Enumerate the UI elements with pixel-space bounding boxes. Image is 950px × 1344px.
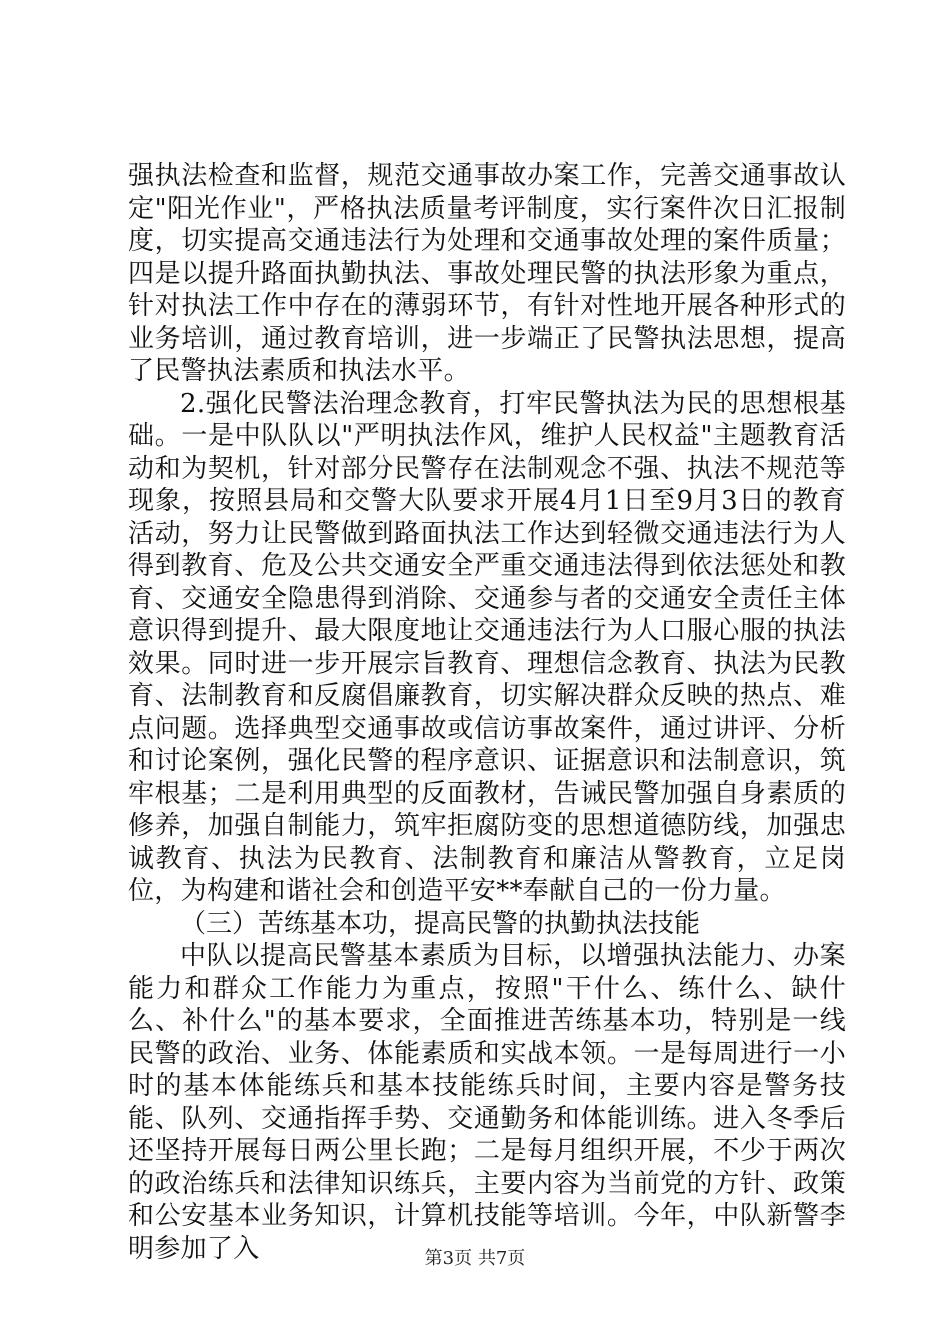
paragraph-enforcement-training: 强执法检查和监督，规范交通事故办案工作，完善交通事故认定"阳光作业"，严格执法质量考评制度，实行案件次日汇报制度，切实提高交通违法行为处理和交通事故处理的案件质量；四是以提升路面执勤执法、事故处理民警的执法形象为重点，针对执法工作中存在的薄弱环节，有针对性地开展各种形式的业务培训，通过教育培训，进一步端正了民警执法思想，提高了民警执法素质和执法水平。 bbox=[128, 161, 846, 386]
paragraph-basic-skills-training: 中队以提高民警基本素质为目标，以增强执法能力、办案能力和群众工作能力为重点，按照"干什么、练什么、缺什么、补什么"的基本要求，全面推进苦练基本功，特别是一线民警的政治、业务、体能素质和实战本领。一是每周进行一小时的基本体能练兵和基本技能练兵时间，主要内容是警务技能、队列、交通指挥手势、交通勤务和体能训练。进入冬季后还坚持开展每日两公里长跑；二是每月组织开展，不少于两次的政治练兵和法律知识练兵，主要内容为当前党的方针、政策和公安基本业务知识，计算机技能等培训。今年，中队新警李明参加了入 bbox=[128, 941, 846, 1264]
page-number-footer: 第3页 共7页 bbox=[424, 1248, 526, 1269]
document-body bbox=[128, 160, 846, 1265]
paragraph-rule-of-law-education: 2.强化民警法治理念教育，打牢民警执法为民的思想根基础。一是中队队以"严明执法作风，维护人民权益"主题教育活动和为契机，针对部分民警存在法制观念不强、执法不规范等现象，按照县局和交警大队要求开展4月1日至9月3日的教育活动，努力让民警做到路面执法工作达到轻微交通违法行为人得到教育、危及公共交通安全严重交通违法得到依法惩处和教育、交通安全隐患得到消除、交通参与者的交通安全责任主体意识得到提升、最大限度地让交通违法行为人口服心服的执法效果。同时进一步开展宗旨教育、理想信念教育、执法为民教育、法制教育和反腐倡廉教育，切实解决群众反映的热点、难点问题。选择典型交通事故或信访事故案件，通过讲评、分析和讨论案例，强化民警的程序意识、证据意识和法制意识，筑牢根基；二是利用典型的反面教材，告诫民警加强自身素质的修养，加强自制能力，筑牢拒腐防变的思想道德防线，加强忠诚教育、执法为民教育、法制教育和廉洁从警教育，立足岗位，为构建和谐社会和创造平安**奉献自己的一份力量。 bbox=[128, 388, 846, 906]
section-heading-basic-skills: （三）苦练基本功，提高民警的执勤执法技能 bbox=[180, 908, 701, 939]
